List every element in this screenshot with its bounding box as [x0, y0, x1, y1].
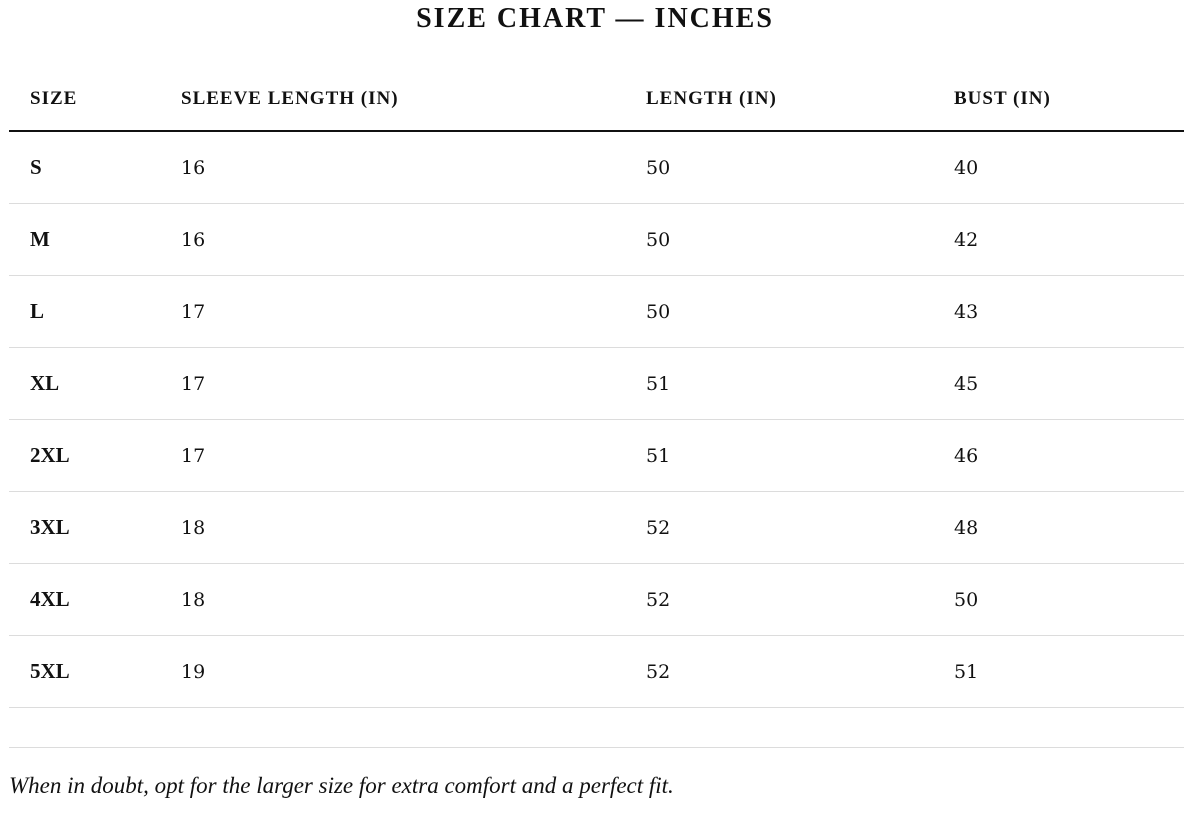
- sleeve-length-cell: 18: [181, 516, 206, 539]
- header-bust: BUST (IN): [954, 88, 1051, 109]
- table-row: [9, 276, 1184, 348]
- bust-cell: 45: [954, 372, 979, 395]
- table-row: [9, 492, 1184, 564]
- table-row: [9, 564, 1184, 636]
- bust-cell: 48: [954, 516, 979, 539]
- length-cell: 51: [646, 372, 671, 395]
- header-size: SIZE: [30, 88, 78, 109]
- header-length: LENGTH (IN): [646, 88, 777, 109]
- bust-cell: 51: [954, 660, 979, 683]
- table-header-row: [9, 60, 1184, 132]
- bust-cell: 40: [954, 156, 979, 179]
- table-row: [9, 204, 1184, 276]
- bust-cell: 43: [954, 300, 979, 323]
- sleeve-length-cell: 16: [181, 228, 206, 251]
- length-cell: 52: [646, 516, 671, 539]
- length-cell: 50: [646, 228, 671, 251]
- table-row: [9, 636, 1184, 708]
- bust-cell: 42: [954, 228, 979, 251]
- length-cell: 52: [646, 588, 671, 611]
- sleeve-length-cell: 19: [181, 660, 206, 683]
- size-cell: M: [30, 227, 50, 251]
- header-sleeve-length: SLEEVE LENGTH (IN): [181, 88, 399, 109]
- size-cell: XL: [30, 371, 60, 395]
- table-row: [9, 420, 1184, 492]
- sleeve-length-cell: 17: [181, 444, 206, 467]
- size-cell: 5XL: [30, 659, 70, 683]
- sleeve-length-cell: 17: [181, 372, 206, 395]
- fit-advice-note: When in doubt, opt for the larger size for extra comfort and a perfect fit.: [9, 773, 674, 798]
- size-cell: L: [30, 299, 45, 323]
- length-cell: 51: [646, 444, 671, 467]
- length-cell: 52: [646, 660, 671, 683]
- length-cell: 50: [646, 156, 671, 179]
- bottom-divider: [9, 747, 1184, 748]
- sleeve-length-cell: 17: [181, 300, 206, 323]
- page-title: SIZE CHART — INCHES: [416, 3, 774, 34]
- size-cell: 2XL: [30, 443, 70, 467]
- sleeve-length-cell: 18: [181, 588, 206, 611]
- sleeve-length-cell: 16: [181, 156, 206, 179]
- bust-cell: 50: [954, 588, 979, 611]
- size-cell: 4XL: [30, 587, 70, 611]
- table-row: [9, 132, 1184, 204]
- table-row: [9, 348, 1184, 420]
- size-chart-table: [9, 60, 1184, 708]
- length-cell: 50: [646, 300, 671, 323]
- size-cell: S: [30, 155, 42, 179]
- bust-cell: 46: [954, 444, 979, 467]
- size-cell: 3XL: [30, 515, 70, 539]
